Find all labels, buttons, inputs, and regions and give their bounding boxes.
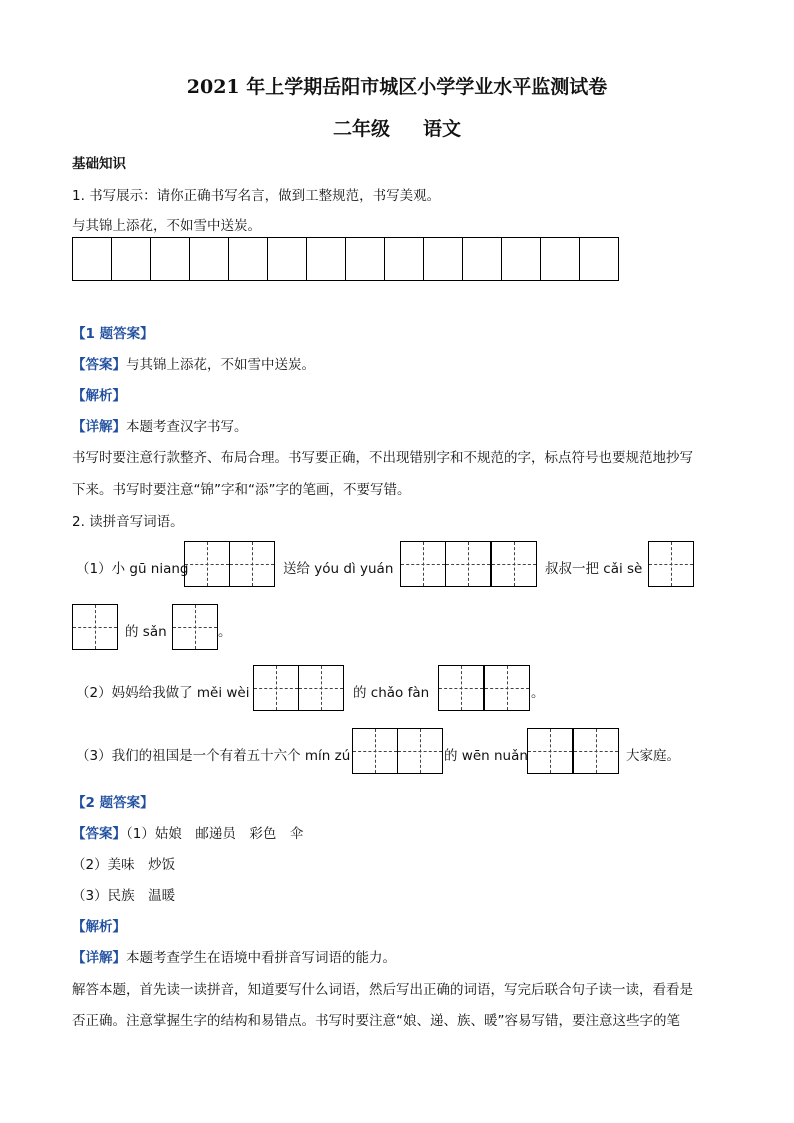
q1-grid-cell[interactable] (384, 237, 424, 281)
q2-r3-end: 大家庭。 (626, 748, 680, 764)
q2-r3-text-b: 的 wēn nuǎn (444, 748, 528, 764)
q1-writing-grid[interactable] (72, 237, 619, 281)
q2-r1-end: 。 (218, 624, 232, 640)
q2-r3-box3[interactable] (527, 728, 573, 774)
q2-detail-tag: 【详解】 (72, 950, 126, 966)
q1-answer-tag: 【答案】 (72, 357, 126, 373)
q2-answer-line1 (72, 822, 303, 842)
q1-grid-cell[interactable] (111, 237, 151, 281)
q2-r1-text-b: 送给 yóu dì yuán (283, 561, 394, 577)
q1-detail-tag: 【详解】 (72, 419, 126, 435)
q2-analysis-label: 【解析】 (72, 919, 126, 935)
q2-r2-text-b: 的 chǎo fàn (353, 685, 430, 701)
q2-detail (72, 946, 396, 966)
q2-explain-line2: 否正确。注意掌握生字的结构和易错点。书写时要注意“娘、递、族、暖”容易写错，要注意这些字的笔 (72, 1013, 680, 1029)
q2-r1-box8[interactable] (172, 604, 218, 650)
q2-r1-box2[interactable] (229, 541, 275, 587)
q2-r3-box2[interactable] (397, 728, 443, 774)
q2-prompt: 2. 读拼音写词语。 (72, 514, 184, 530)
q2-r3-box1[interactable] (352, 728, 398, 774)
q1-analysis-label: 【解析】 (72, 388, 126, 404)
q2-r1-box1[interactable] (184, 541, 230, 587)
q2-r1-box6[interactable] (648, 541, 694, 587)
q2-r1-text-c: 叔叔一把 cǎi sè (545, 561, 643, 577)
q1-grid-cell[interactable] (462, 237, 502, 281)
q1-grid-cell[interactable] (540, 237, 580, 281)
q1-grid-cell[interactable] (423, 237, 463, 281)
q2-r1-text-d: 的 sǎn (125, 624, 167, 640)
q1-detail (72, 415, 248, 435)
q2-r2-box3[interactable] (438, 665, 484, 711)
q1-answer-text: 与其锦上添花，不如雪中送炭。 (126, 357, 315, 373)
q1-grid-cell[interactable] (150, 237, 190, 281)
q2-r3-text-a: （3）我们的祖国是一个有着五十六个 mín zú (76, 748, 351, 764)
q1-grid-cell[interactable] (579, 237, 619, 281)
q2-r1-box7[interactable] (72, 604, 118, 650)
q2-answer-text1: （1）姑娘 邮递员 彩色 伞 (126, 826, 304, 842)
q1-grid-cell[interactable] (306, 237, 346, 281)
q1-grid-cell[interactable] (267, 237, 307, 281)
q2-answer-line2: （2）美味 炒饭 (72, 857, 176, 873)
q2-answer-label: 【2 题答案】 (72, 795, 154, 811)
q1-sentence: 与其锦上添花，不如雪中送炭。 (72, 218, 261, 234)
q1-detail-text: 本题考查汉字书写。 (126, 419, 248, 435)
q2-answer-line3: （3）民族 温暖 (72, 888, 176, 904)
q2-answer-tag: 【答案】 (72, 826, 126, 842)
q1-answer-label: 【1 题答案】 (72, 326, 154, 342)
q2-r1-text-a: （1）小 gū niang (76, 561, 189, 577)
q1-answer (72, 353, 315, 373)
q2-r1-box3[interactable] (400, 541, 446, 587)
q2-r2-end: 。 (531, 685, 545, 701)
q2-explain-line1: 解答本题，首先读一读拼音，知道要写什么词语，然后写出正确的词语，写完后联合句子读一读，看看是 (72, 982, 693, 998)
q2-r2-box2[interactable] (298, 665, 344, 711)
q2-r1-box5[interactable] (491, 541, 537, 587)
q2-r1-box4[interactable] (445, 541, 491, 587)
exam-subtitle: 二年级 语文 (332, 118, 462, 140)
q2-r3-box4[interactable] (573, 728, 619, 774)
q2-r2-box1[interactable] (253, 665, 299, 711)
q1-explain-line1: 书写时要注意行款整齐、布局合理。书写要正确，不出现错别字和不规范的字，标点符号也要规范地抄写 (72, 450, 693, 466)
q1-explain-line2: 下来。书写时要注意“锦”字和“添”字的笔画，不要写错。 (72, 482, 411, 498)
q1-grid-cell[interactable] (228, 237, 268, 281)
q1-grid-cell[interactable] (501, 237, 541, 281)
section-heading: 基础知识 (72, 156, 126, 172)
q1-grid-cell[interactable] (189, 237, 229, 281)
q2-r2-text-a: （2）妈妈给我做了 měi wèi (76, 685, 250, 701)
q1-grid-cell[interactable] (72, 237, 112, 281)
q2-r2-box4[interactable] (484, 665, 530, 711)
q2-detail-text: 本题考查学生在语境中看拼音写词语的能力。 (126, 950, 396, 966)
exam-title: 2021 年上学期岳阳市城区小学学业水平监测试卷 (186, 76, 608, 98)
q1-grid-cell[interactable] (345, 237, 385, 281)
q1-prompt: 1. 书写展示：请你正确书写名言，做到工整规范，书写美观。 (72, 188, 441, 204)
